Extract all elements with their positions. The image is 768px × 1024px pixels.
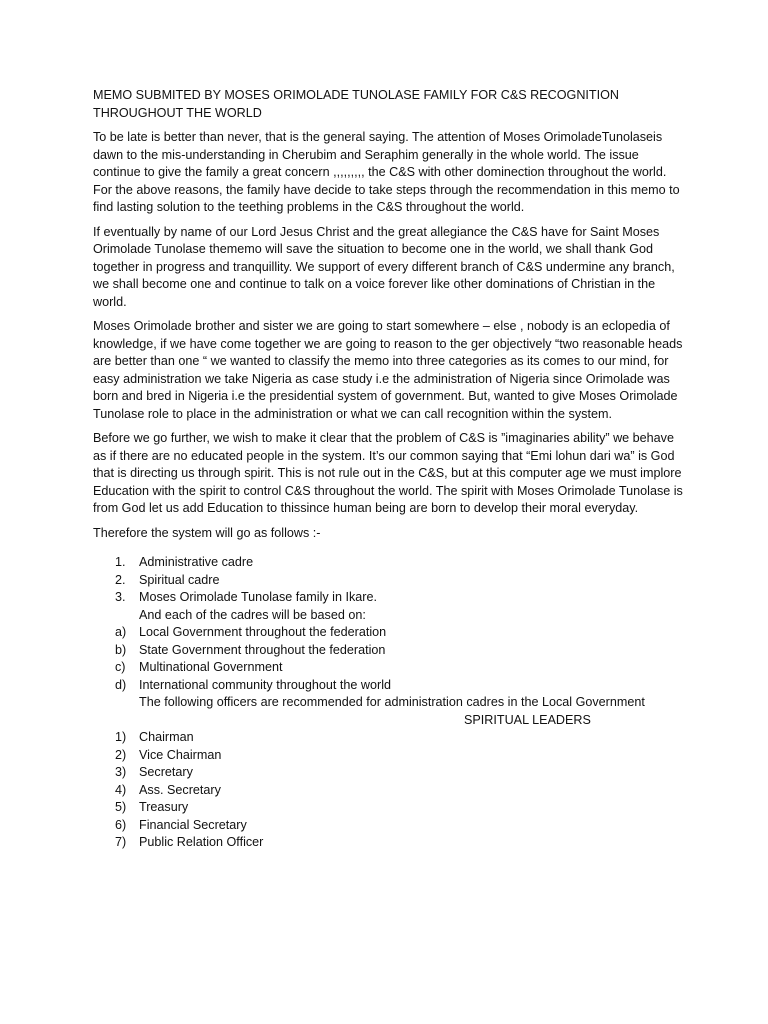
list-marker: 2) [115,747,127,762]
list-marker: 5) [115,800,127,814]
list-marker: d) [115,677,127,692]
paragraph-system: Therefore the system will go as follows :- [93,525,321,540]
list-item-text: Local Government throughout the federation [139,625,387,639]
list-item [93,572,683,590]
list-item-text: Moses Orimolade Tunolase family in Ikare. [139,590,377,604]
paragraph-education: Before we go further, we wish to make it clear that the problem of C&S is ”imaginaries ability” we behave as if there are no educated people in the system. It’s our common saying that “Emi lohun dari wa” is God that is directing us through spirit. This is not rule out in the C&S, but at this computer age we must implore Education with the spirit to control C&S throughout the world. The spirit with Moses Orimolade Tunolase is from God let us add Education to thissince human being are born to develop their moral everyday. [93,431,683,515]
officers-note: The following officers are recommended for administration cadres in the Local Government [139,695,645,709]
memo-title: MEMO SUBMITED BY MOSES ORIMOLADE TUNOLASE FAMILY FOR C&S RECOGNITION THROUGHOUT THE WORLD [93,88,619,120]
list-marker: b) [115,642,127,657]
cadres-list [93,554,683,607]
list-item-text: Treasury [139,800,189,814]
list-marker: 1) [115,730,127,744]
list-item [93,677,683,695]
paragraph-allegiance: If eventually by name of our Lord Jesus Christ and the great allegiance the C&S have for Saint Moses Orimolade Tunolase thememo will save the situation to become one in the world, we shall thank God together in progress and tranquillity. We support of every different branch of C&S undermine any branch, we shall become one and continue to talk on a voice forever like other dominations of Christian in the world. [93,224,675,309]
list-item-text: Public Relation Officer [139,835,264,849]
list-item-text: Ass. Secretary [139,782,221,797]
list-marker: 3) [115,765,127,779]
list-marker: a) [115,625,127,639]
list-marker: 4) [115,782,127,797]
list-item [93,589,683,607]
list-marker: 1. [115,555,126,569]
list-marker: 6) [115,817,127,832]
list-marker: 3. [115,590,126,604]
list-item [93,817,683,835]
cadres-note: And each of the cadres will be based on: [139,607,366,622]
list-item [93,729,683,747]
list-item-text: Chairman [139,730,194,744]
list-item [93,834,683,852]
list-item-text: Secretary [139,765,193,779]
list-item-text: Financial Secretary [139,817,247,832]
levels-list [93,624,683,694]
officers-list [93,729,683,852]
list-marker: 7) [115,835,127,849]
memo-body [93,87,683,852]
list-item [93,747,683,765]
paragraph-intro: To be late is better than never, that is the general saying. The attention of Moses OrimoladeTunolaseis dawn to the mis-understanding in Cherubim and Seraphim generally in the whole world. The issue continue to give the family a great concern ,,,,,,,,, the C&S with other dominection throughout the world. For the above reasons, the family have decide to take steps through the recommendation in this memo to find lasting solution to the teething problems in the C&S throughout the world. [93,130,680,214]
list-item [93,782,683,800]
list-marker: c) [115,660,126,674]
list-item-text: Vice Chairman [139,747,222,762]
list-item-text: Spiritual cadre [139,572,220,587]
list-item [93,799,683,817]
list-item [93,659,683,677]
list-item [93,642,683,660]
spiritual-leaders-heading: SPIRITUAL LEADERS [464,712,591,727]
list-item-text: International community throughout the world [139,677,392,692]
list-item [93,624,683,642]
list-item-text: Multinational Government [139,660,283,674]
list-item-text: State Government throughout the federation [139,642,386,657]
list-item [93,764,683,782]
list-marker: 2. [115,572,126,587]
paragraph-administration: Moses Orimolade brother and sister we are going to start somewhere – else , nobody is an eclopedia of knowledge, if we have come together we are going to reason to the ger objectively “two reasonable heads are better than one “ we wanted to classify the memo into three categories as its comes to our mind, for easy administration we take Nigeria as case study i.e the administration of Nigeria since Orimolade was born and bred in Nigeria i.e the presidential system of government. But, wanted to give Moses Orimolade Tunolase role to place in the administration or what we can call recognition within the system. [93,319,683,421]
list-item-text: Administrative cadre [139,555,254,569]
list-item [93,554,683,572]
